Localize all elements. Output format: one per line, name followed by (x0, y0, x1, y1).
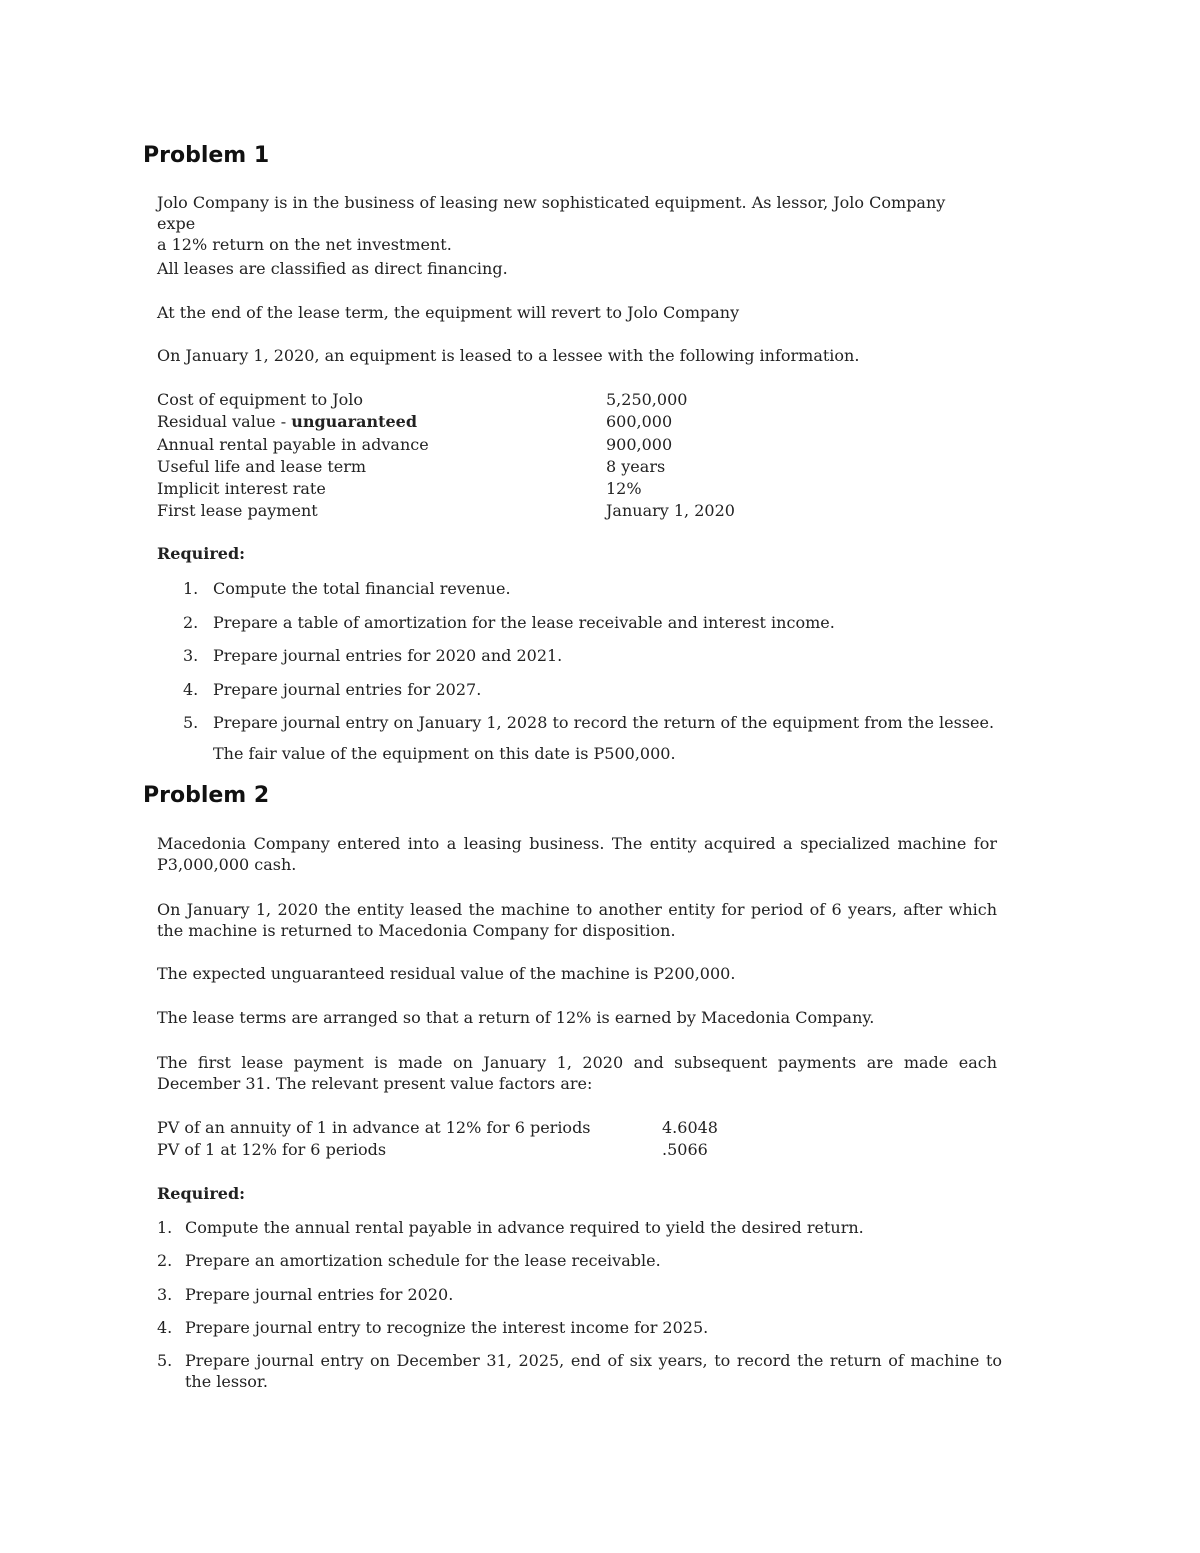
list-text: Prepare journal entry on December 31, 2025, end of six years, to record the return of machine to the lessor. (185, 1351, 1002, 1392)
info-label: Annual rental payable in advance (157, 434, 429, 454)
problem-1-classification: All leases are classified as direct financing. (157, 259, 508, 278)
list-number: 1. (183, 579, 199, 598)
problem-1-reversion: At the end of the lease term, the equipment will revert to Jolo Company (157, 303, 740, 322)
list-item (183, 712, 1003, 764)
list-item (157, 1317, 1002, 1338)
problem-1-heading: Problem 1 (143, 143, 270, 168)
list-number: 2. (157, 1251, 173, 1271)
list-text: Prepare journal entries for 2020 and 2021. (213, 646, 563, 665)
list-number: 5. (183, 713, 199, 732)
list-number: 4. (183, 679, 199, 699)
info-label: First lease payment (157, 501, 318, 521)
info-label: Residual value - unguaranteed (157, 412, 418, 432)
factor-label: PV of 1 at 12% for 6 periods (157, 1140, 387, 1160)
problem-2-payments: The first lease payment is made on January 1, 2020 and subsequent payments are made each December 31. The relevant present value factors are: (157, 1053, 997, 1093)
list-text: Compute the total financial revenue. (213, 579, 511, 598)
info-value: 12% (606, 479, 642, 499)
info-value: 900,000 (606, 434, 673, 454)
info-label: Implicit interest rate (157, 479, 326, 499)
list-item (157, 1217, 1002, 1238)
problem-1-info-intro: On January 1, 2020, an equipment is leased to a lessee with the following information. (157, 346, 860, 365)
list-text: Prepare journal entries for 2027. (213, 679, 482, 699)
problem-1-intro: Jolo Company is in the business of leasing new sophisticated equipment. As lessor, Jolo Company expe a 12% return on the net investment. (157, 193, 946, 254)
info-label: Useful life and lease term (157, 456, 367, 476)
list-number: 2. (183, 612, 199, 632)
problem-2-required-list (157, 1217, 1002, 1404)
list-number: 4. (157, 1317, 173, 1337)
problem-1-required-list (183, 578, 1003, 777)
list-item (157, 1350, 1002, 1392)
list-item (183, 612, 1003, 633)
list-item (157, 1284, 1002, 1305)
list-text: Prepare an amortization schedule for the lease receivable. (185, 1251, 661, 1271)
list-text: Prepare a table of amortization for the lease receivable and interest income. (213, 612, 835, 632)
list-number: 1. (157, 1218, 173, 1237)
list-text: Prepare journal entries for 2020. (185, 1284, 454, 1304)
info-value: 5,250,000 (606, 390, 688, 409)
list-text: Prepare journal entry to recognize the interest income for 2025. (185, 1317, 709, 1337)
info-value: 600,000 (606, 412, 673, 432)
list-number: 3. (157, 1284, 173, 1304)
problem-2-return-terms: The lease terms are arranged so that a return of 12% is earned by Macedonia Company. (157, 1008, 875, 1027)
problem-2-lease-info: On January 1, 2020 the entity leased the machine to another entity for period of 6 years, after which the machine is returned to Macedonia Company for disposition. (157, 900, 997, 940)
problem-2-residual: The expected unguaranteed residual value of the machine is P200,000. (157, 964, 736, 983)
list-text: Prepare journal entry on January 1, 2028 to record the return of the equipment from the lessee. (213, 713, 995, 732)
list-text-continuation: The fair value of the equipment on this date is P500,000. (213, 744, 676, 763)
problem-1-required-label: Required: (157, 544, 246, 563)
info-value: January 1, 2020 (606, 501, 735, 521)
list-item (183, 645, 1003, 666)
factor-label: PV of an annuity of 1 in advance at 12% for 6 periods (157, 1118, 591, 1137)
list-item (183, 578, 1003, 599)
problem-2-intro: Macedonia Company entered into a leasing business. The entity acquired a specialized machine for P3,000,000 cash. (157, 834, 997, 874)
list-number: 5. (157, 1351, 173, 1371)
list-item (183, 679, 1003, 700)
info-label: Cost of equipment to Jolo (157, 390, 364, 409)
list-text: Compute the annual rental payable in advance required to yield the desired return. (185, 1218, 864, 1237)
factor-value: 4.6048 (662, 1118, 718, 1137)
info-value: 8 years (606, 456, 666, 476)
list-item (157, 1250, 1002, 1271)
factor-value: .5066 (662, 1140, 708, 1160)
problem-2-required-label: Required: (157, 1184, 246, 1203)
problem-2-heading: Problem 2 (143, 783, 270, 808)
list-number: 3. (183, 646, 199, 665)
